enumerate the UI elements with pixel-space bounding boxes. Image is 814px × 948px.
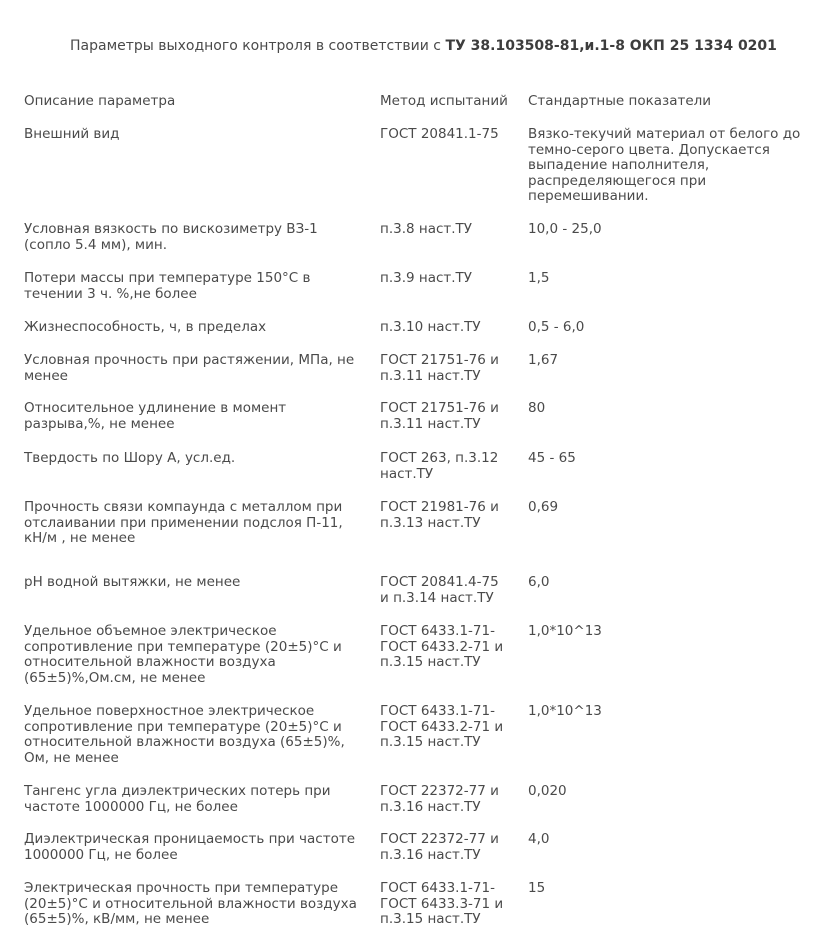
value-cell: 1,67 [528, 352, 559, 368]
method-cell: п.3.9 наст.ТУ [380, 270, 473, 286]
value-cell: 6,0 [528, 574, 550, 590]
value-cell: 4,0 [528, 831, 550, 847]
param-cell: Диэлектрическая проницаемость при частоте 1000000 Гц, не более [24, 831, 355, 863]
title-prefix: Параметры выходного контроля в соответствии с [70, 38, 446, 54]
value-cell: 1,0*10^13 [528, 703, 602, 719]
method-cell: ГОСТ 20841.1-75 [380, 126, 499, 142]
value-cell: 0,5 - 6,0 [528, 319, 585, 335]
param-cell: Жизнеспособность, ч, в пределах [24, 319, 267, 335]
value-cell: 1,0*10^13 [528, 623, 602, 639]
param-cell: Электрическая прочность при температуре (20±5)°С и относительной влажности воздуха (65±5)%, кВ/мм, не менее [24, 880, 357, 928]
header-value: Стандартные показатели [528, 93, 712, 109]
param-cell: Удельное поверхностное электрическое сопротивление при температуре (20±5)°С и относительной влажности воздуха (65±5)%, Ом, не менее [24, 703, 345, 766]
param-cell: Прочность связи компаунда с металлом при отслаивании при применении подслоя П-11, кН/м , не менее [24, 499, 343, 547]
method-cell: ГОСТ 21751-76 и п.3.11 наст.ТУ [380, 352, 499, 384]
value-cell: 45 - 65 [528, 450, 576, 466]
method-cell: ГОСТ 22372-77 и п.3.16 наст.ТУ [380, 783, 499, 815]
header-method: Метод испытаний [380, 93, 508, 109]
param-cell: Условная прочность при растяжении, МПа, не менее [24, 352, 355, 384]
param-cell: Твердость по Шору А, усл.ед. [24, 450, 236, 466]
value-cell: 1,5 [528, 270, 550, 286]
method-cell: ГОСТ 6433.1-71- ГОСТ 6433.2-71 и п.3.15 наст.ТУ [380, 703, 504, 751]
param-cell: Условная вязкость по вискозиметру ВЗ-1 (сопло 5.4 мм), мин. [24, 221, 318, 253]
param-cell: Внешний вид [24, 126, 120, 142]
method-cell: ГОСТ 20841.4-75 и п.3.14 наст.ТУ [380, 574, 499, 606]
param-cell: Потери массы при температуре 150°С в течении 3 ч. %,не более [24, 270, 311, 302]
value-cell: Вязко-текучий материал от белого до темно-серого цвета. Допускается выпадение наполнителя, распределяющегося при перемешивании. [528, 126, 801, 205]
param-cell: Удельное объемное электрическое сопротивление при температуре (20±5)°С и относительной влажности воздуха (65±5)%,Ом.см, не менее [24, 623, 342, 686]
method-cell: ГОСТ 21751-76 и п.3.11 наст.ТУ [380, 400, 499, 432]
method-cell: п.3.8 наст.ТУ [380, 221, 473, 237]
method-cell: ГОСТ 263, п.3.12 наст.ТУ [380, 450, 499, 482]
value-cell: 15 [528, 880, 546, 896]
method-cell: ГОСТ 6433.1-71- ГОСТ 6433.3-71 и п.3.15 наст.ТУ [380, 880, 504, 928]
method-cell: ГОСТ 21981-76 и п.3.13 наст.ТУ [380, 499, 499, 531]
param-cell: Тангенс угла диэлектрических потерь при частоте 1000000 Гц, не более [24, 783, 331, 815]
value-cell: 0,69 [528, 499, 559, 515]
header-param: Описание параметра [24, 93, 176, 109]
method-cell: ГОСТ 6433.1-71- ГОСТ 6433.2-71 и п.3.15 наст.ТУ [380, 623, 504, 671]
method-cell: п.3.10 наст.ТУ [380, 319, 481, 335]
value-cell: 0,020 [528, 783, 567, 799]
value-cell: 80 [528, 400, 546, 416]
page-title [70, 37, 810, 55]
param-cell: Относительное удлинение в момент разрыва,%, не менее [24, 400, 287, 432]
method-cell: ГОСТ 22372-77 и п.3.16 наст.ТУ [380, 831, 499, 863]
param-cell: pH водной вытяжки, не менее [24, 574, 241, 590]
value-cell: 10,0 - 25,0 [528, 221, 602, 237]
title-spec-number: ТУ 38.103508-81,и.1-8 ОКП 25 1334 0201 [445, 38, 777, 54]
